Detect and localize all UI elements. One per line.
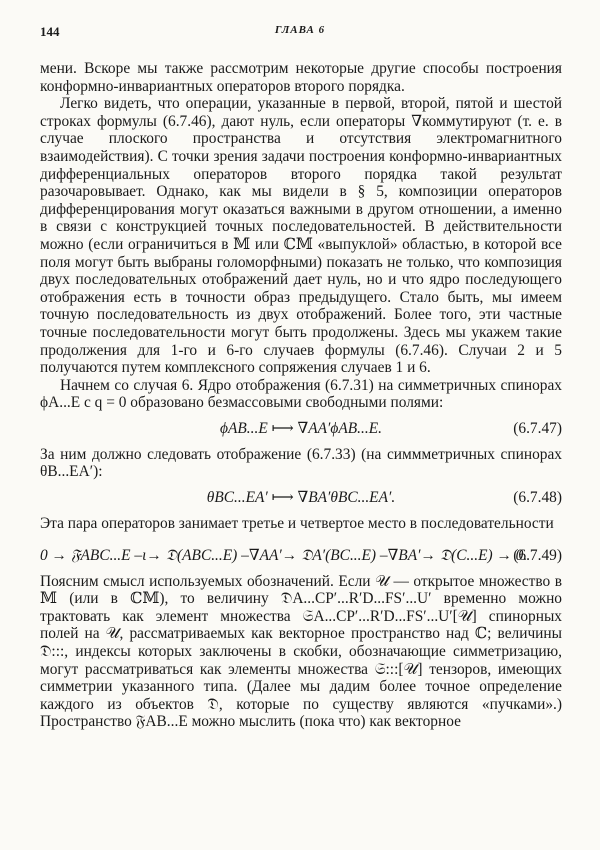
formula-expression: ϕAB...E ⟼ ∇AA′ϕAB...E. bbox=[220, 419, 382, 437]
page-number: 144 bbox=[40, 24, 60, 39]
paragraph-3: Начнем со случая 6. Ядро отображения (6.7.31) на симметричных спинорах ϕA...E с q = 0 образовано безмассовыми свободными полями: bbox=[40, 376, 562, 412]
paragraph-2: Легко видеть, что операции, указанные в первой, второй, пятой и шестой строках формулы (6.7.46), дают нуль, если операторы ∇коммутируют (т. е. в случае плоского пространства и отсутствия электромагнитного взаимодействия). С точки зрения задачи построения конформно-инвариантных дифференциальных операторов второго порядка такой результат разочаровывает. Однако, как мы видели в § 5, композиции операторов дифференцирования могут оказаться важными в другом отношении, а именно в связи с конструкцией точных последовательностей. В действительности можно (если ограничиться в 𝕄 или ℂ𝕄 «выпуклой» областью, в которой все поля могут быть выбраны голоморфными) показать не только, что композиция двух последовательных отображений дает нуль, но и что ядро последующего отображения есть в точности образ предыдущего. Стало быть, мы имеем точную последовательность из двух отображений. Более того, эти частные точные последовательности могут быть продолжены. Здесь мы укажем такие продолжения для 1-го и 6-го случаев формулы (6.7.46). Случаи 2 и 5 получаются путем комплексного сопряжения случаев 1 и 6. bbox=[40, 95, 562, 377]
formula-number: (6.7.49) bbox=[513, 546, 562, 564]
formula-6-7-49 bbox=[40, 533, 562, 573]
formula-number: (6.7.47) bbox=[513, 419, 562, 437]
paragraph-5: Эта пара операторов занимает третье и четвертое место в последовательности bbox=[40, 515, 554, 533]
running-title: ГЛАВА 6 bbox=[274, 24, 326, 36]
formula-number: (6.7.48) bbox=[513, 489, 562, 507]
paragraph-4: За ним должно следовать отображение (6.7.33) (на симмметричных спинорах θB...EA′): bbox=[40, 445, 562, 481]
page-header bbox=[40, 24, 560, 42]
formula-expression: θBC...EA′ ⟼ ∇BA′θBC...EA′. bbox=[206, 489, 396, 507]
formula-expression: 0 → 𝔉ABC...E –ι→ 𝔇(ABC...E) –∇AA′→ 𝔇A′(BC...E) –∇BA′→ 𝔇(C...E) → 0. bbox=[40, 546, 528, 564]
formula-6-7-47 bbox=[40, 412, 562, 446]
formula-6-7-48 bbox=[40, 481, 562, 515]
paragraph-1: мени. Вскоре мы также рассмотрим некоторые другие способы построения конформно-инвариантных операторов второго порядка. bbox=[40, 60, 562, 95]
paragraph-6: Поясним смысл используемых обозначений. Если 𝒰 — открытое множество в 𝕄 (или в ℂ𝕄), то величину 𝔇A...CP′...R′D...FS′...U′ временно можно трактовать как элемент множества 𝔖A...CP′...R′D...FS′...U′[𝒰] спинорных полей на 𝒰, рассматриваемых как векторное пространство над ℂ; величины 𝔇:::, индексы которых заключены в скобки, обозначающие симметризацию, могут рассматриваться как элементы множества 𝔖:::[𝒰] тензоров, имеющих симметрии указанного типа. (Далее мы дадим более точное определение каждого из объектов 𝔇, которые по существу являются «пучками».) Пространство 𝔉AB...E можно мыслить (пока что) как векторное bbox=[40, 572, 562, 731]
body-text bbox=[40, 60, 562, 731]
